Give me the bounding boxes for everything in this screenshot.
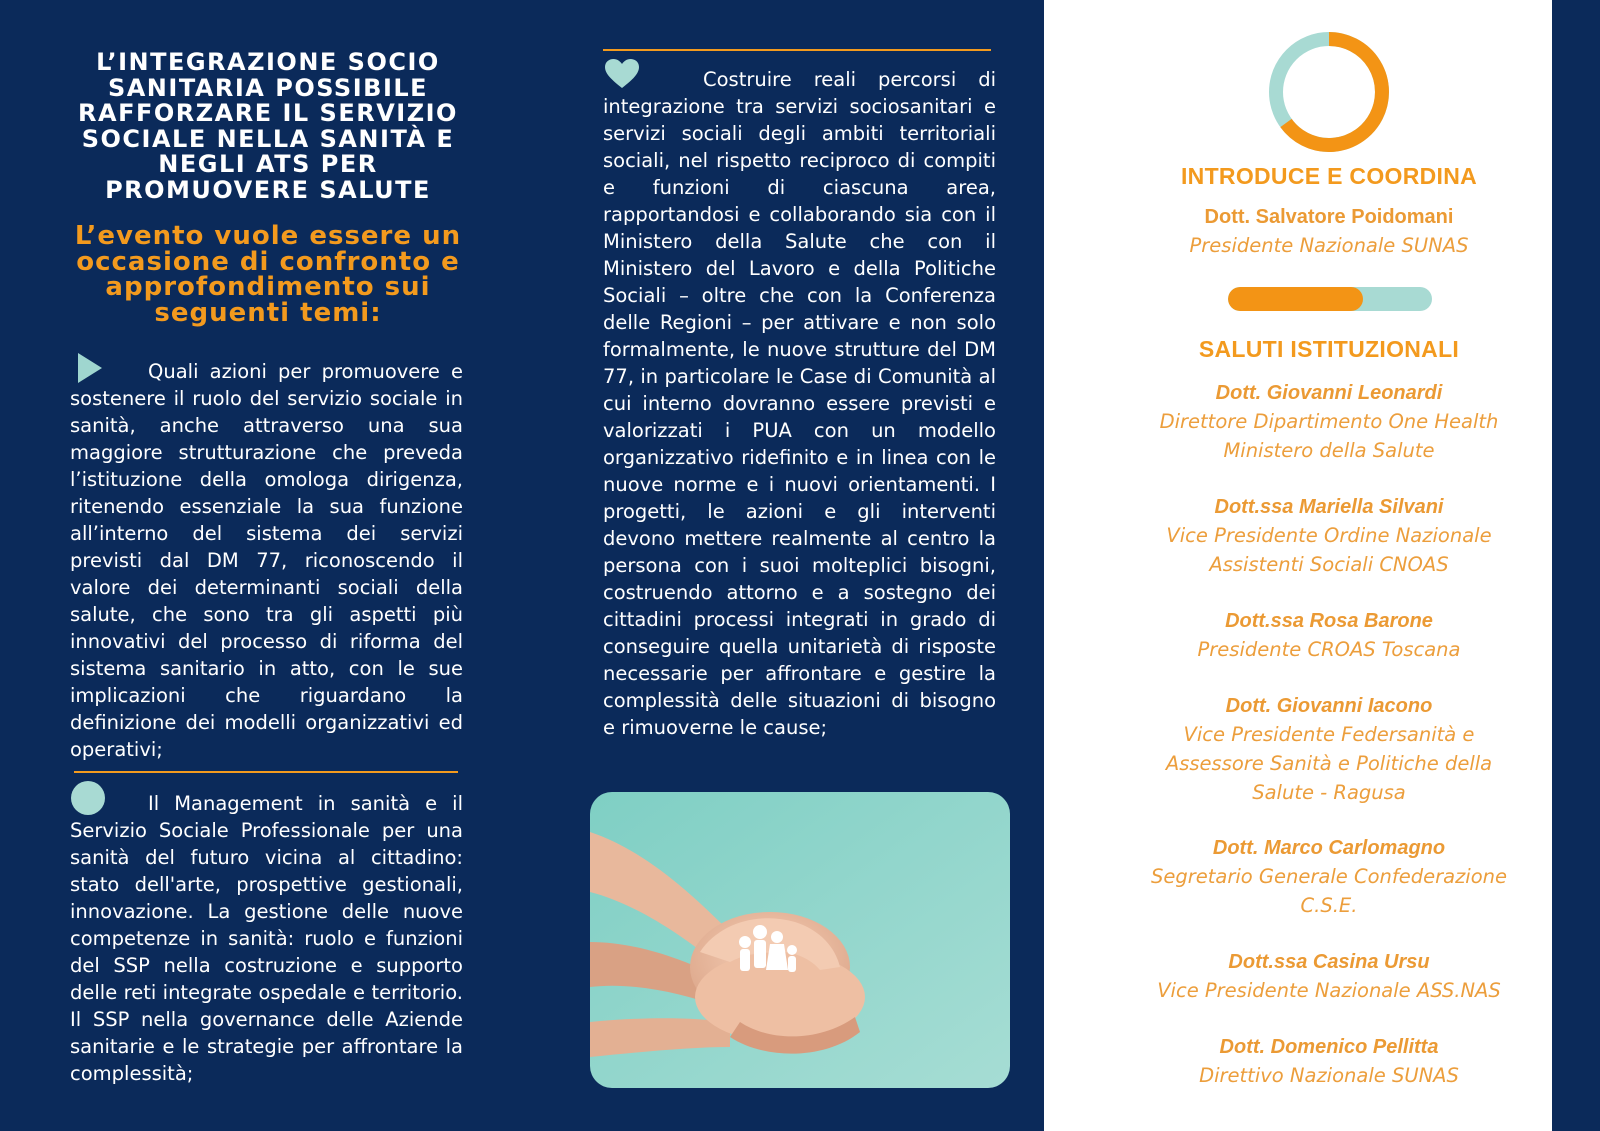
person-role: Assistenti Sociali CNOAS (1209, 553, 1449, 576)
person-role: C.S.E. (1300, 894, 1358, 917)
person-role: Segretario Generale Confederazione (1150, 865, 1508, 888)
speaker-2 (1104, 494, 1554, 579)
speaker-5 (1104, 835, 1554, 920)
person-role: Presidente Nazionale SUNAS (1189, 234, 1469, 257)
person-role: Ministero della Salute (1223, 439, 1435, 462)
speaker-4 (1104, 693, 1554, 807)
event-subtitle: L’evento vuole essere un occasione di confronto e approfondimento sui seguenti temi: (74, 221, 462, 328)
speaker-6 (1104, 949, 1554, 1005)
main-title: L’INTEGRAZIONE SOCIO SANITARIA POSSIBILE RAFFORZARE IL SERVIZIO SOCIALE NELLA SANITÀ E NEGLI ATS PER PROMUOVERE SALUTE (78, 48, 458, 204)
person-role: Direttivo Nazionale SUNAS (1199, 1064, 1459, 1087)
saluti-heading: SALUTI ISTITUZIONALI (1198, 336, 1460, 362)
hands-illustration (590, 792, 1010, 1088)
speaker-1 (1104, 380, 1554, 465)
person-name: Dott.ssa Mariella Silvani (1214, 496, 1444, 518)
progress-bar (1228, 287, 1432, 311)
intro-person (1104, 204, 1554, 260)
person-name: Dott. Marco Carlomagno (1212, 837, 1446, 859)
right-edge-strip (1552, 0, 1600, 1131)
person-name: Dott. Giovanni Iacono (1225, 695, 1433, 717)
person-role: Vice Presidente Federsanità e (1183, 723, 1475, 746)
intro-heading: INTRODUCE E COORDINA (1180, 163, 1478, 189)
person-name: Dott. Domenico Pellitta (1219, 1036, 1439, 1058)
divider (603, 49, 991, 51)
person-name: Dott.ssa Rosa Barone (1225, 610, 1433, 632)
person-role: Salute - Ragusa (1252, 781, 1406, 804)
speaker-3 (1104, 608, 1554, 664)
person-name: Dott. Salvatore Poidomani (1204, 206, 1454, 228)
person-role: Assessore Sanità e Politiche della (1165, 752, 1493, 775)
topic-2-text: Il Management in sanità e il Servizio Sociale Professionale per una sanità del futuro vicina al cittadino: stato dell'arte, prospettive gestionali, innovazione. La gestione delle nuove competenze in sanità: ruolo e funzioni del SSP nella costruzione e supporto delle reti integrate ospedale e territorio. Il SSP nella governance delle Aziende sanitarie e le strategie per affrontare la complessità; (70, 792, 463, 1085)
person-name: Dott. Giovanni Leonardi (1215, 382, 1443, 404)
topic-1-text: Quali azioni per promuovere e sostenere il ruolo del servizio sociale in sanità, anche attraverso una sua maggiore strutturazione che preveda l’istituzione della omologa dirigenza, ritenendo essenziale la sua funzione all’interno del sistema dei servizi previsti dal DM 77, riconoscendo il valore dei determinanti sociali della salute, che sono tra gli aspetti più innovativi del processo di riforma del sistema sanitario in atto, con le sue implicazioni che riguardano la definizione dei modelli organizzativi ed operativi; (70, 360, 463, 761)
person-role: Vice Presidente Ordine Nazionale (1166, 524, 1492, 547)
ring-icon (1266, 29, 1392, 155)
person-name: Dott.ssa Casina Ursu (1228, 951, 1430, 973)
progress-fill (1228, 287, 1363, 311)
speaker-7 (1104, 1034, 1554, 1090)
person-role: Direttore Dipartimento One Health (1159, 410, 1499, 433)
hands-family-photo (590, 792, 1010, 1088)
divider (74, 771, 458, 773)
topic-3-text: Costruire reali percorsi di integrazione tra servizi sociosanitari e servizi sociali degli ambiti territoriali sociali, nel rispetto reciproco di compiti e funzioni di ciascuna area, rapportandosi e collaborando sia con il Ministero della Salute che con il Ministero del Lavoro e della Politiche Sociali – oltre che con la Conferenza delle Regioni – per attivare e non solo formalmente, le nuove strutture del DM 77, in particolare le Case di Comunità al cui interno dovranno essere previsti e valorizzati i PUA con un modello organizzativo ridefinito e in linea con le nuove norme e i nuovi orientamenti. I progetti, le azioni e gli interventi devono mettere realmente al centro la persona con i suoi molteplici bisogni, costruendo attorno e a sostegno dei cittadini processi integrati in grado di conseguire quella unitarietà di risposte necessarie per affrontare e gestire la complessità delle situazioni di bisogno e rimuoverne le cause; (603, 68, 996, 739)
person-role: Presidente CROAS Toscana (1197, 638, 1461, 661)
person-role: Vice Presidente Nazionale ASS.NAS (1157, 979, 1501, 1002)
